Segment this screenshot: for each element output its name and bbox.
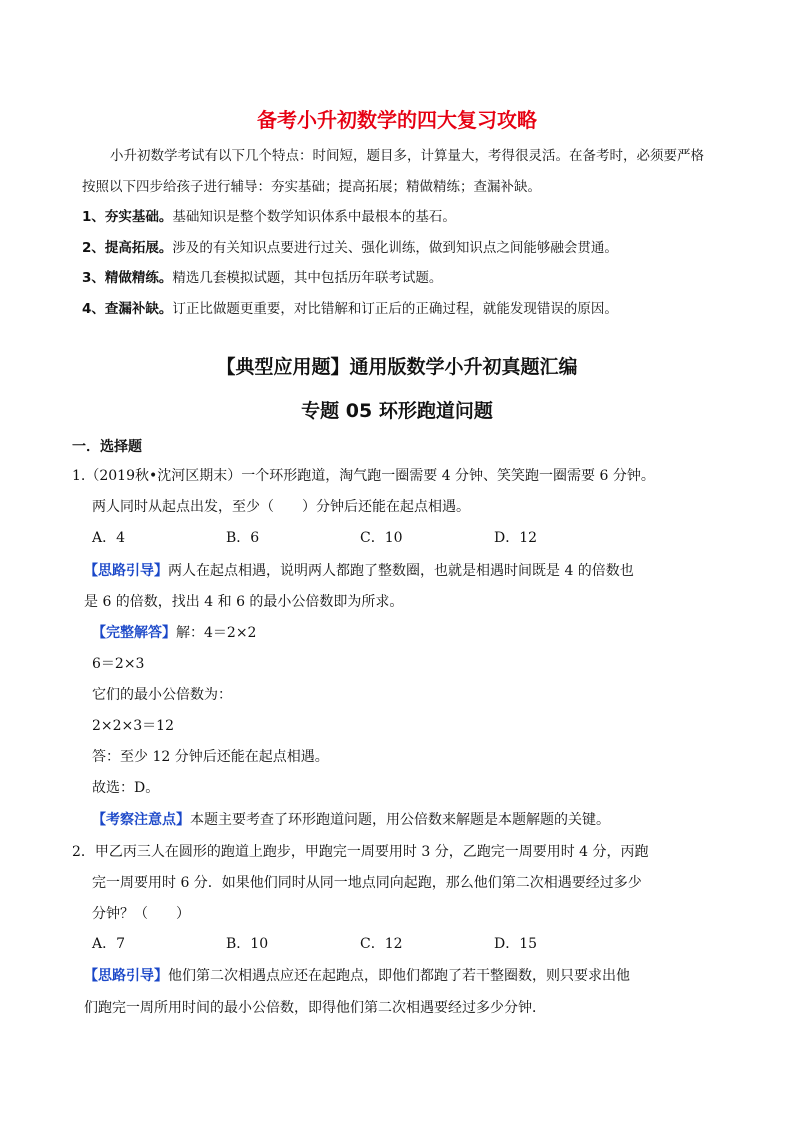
q1-answer — [92, 623, 256, 643]
guide-tag: 【思路引导】 — [84, 563, 168, 579]
q2-line-3: 分钟？（ ） — [92, 906, 190, 922]
q1-answer-line-3: 它们的最小公倍数为： — [92, 687, 232, 703]
tip-number: 4、 — [82, 301, 105, 317]
guide-text: 两人在起点相遇，说明两人都跑了整数圈，也就是相遇时间既是 4 的倍数也 — [168, 563, 634, 579]
tip-2 — [82, 238, 618, 258]
guide-tag: 【思路引导】 — [84, 968, 168, 984]
q1-line-1: 1.（2019秋•沈河区期末）一个环形跑道，淘气跑一圈需要 4 分钟、笑笑跑一圈需要 6 分钟。 — [72, 468, 655, 484]
tip-heading: 夯实基础。 — [104, 209, 173, 225]
intro-line-1: 小升初数学考试有以下几个特点：时间短，题目多，计算量大，考得很灵活。在备考时，必须要严格 — [110, 148, 704, 164]
answer-text: 解：4＝2×2 — [176, 625, 257, 641]
tip-text: 订正比做题更重要，对比错解和订正后的正确过程，就能发现错误的原因。 — [172, 301, 618, 317]
tip-1 — [82, 207, 456, 227]
q2-option-b: B．10 — [226, 936, 269, 952]
tip-4 — [82, 299, 618, 319]
q1-guide — [84, 561, 634, 581]
q1-answer-line-2: 6＝2×3 — [92, 656, 145, 672]
tip-number: 1、 — [82, 209, 105, 225]
q1-answer-line-5: 答：至少 12 分钟后还能在起点相遇。 — [92, 749, 329, 765]
q1-guide-line-2: 是 6 的倍数，找出 4 和 6 的最小公倍数即为所求。 — [84, 594, 404, 610]
q1-answer-line-6: 故选：D。 — [92, 780, 160, 796]
tip-text: 基础知识是整个数学知识体系中最根本的基石。 — [172, 209, 456, 225]
tip-3 — [82, 268, 442, 288]
tip-text: 涉及的有关知识点要进行过关、强化训练，做到知识点之间能够融会贯通。 — [172, 240, 618, 256]
tip-heading: 查漏补缺。 — [104, 301, 173, 317]
q2-options — [92, 934, 628, 954]
tip-heading: 精做精练。 — [104, 270, 173, 286]
q1-option-b: B．6 — [226, 530, 260, 546]
q2-guide-line-2: 们跑完一周所用时间的最小公倍数，即得他们第二次相遇要经过多少分钟． — [84, 1000, 546, 1016]
q2-line-2: 完一周要用时 6 分．如果他们同时从同一地点同向起跑，那么他们第二次相遇要经过多少 — [92, 875, 642, 891]
tip-number: 2、 — [82, 240, 105, 256]
collection-title: 【典型应用题】通用版数学小升初真题汇编 — [216, 356, 578, 378]
q2-option-d: D．15 — [494, 936, 538, 952]
document-title: 备考小升初数学的四大复习攻略 — [257, 108, 537, 132]
tip-text: 精选几套模拟试题，其中包括历年联考试题。 — [172, 270, 443, 286]
q2-option-c: C．12 — [360, 936, 403, 952]
guide-text: 他们第二次相遇点应还在起跑点，即他们都跑了若干整圈数，则只要求出他 — [168, 968, 630, 984]
q1-options — [92, 528, 628, 548]
q1-line-2: 两人同时从起点出发，至少（ ）分钟后还能在起点相遇。 — [92, 499, 470, 515]
section-heading: 一．选择题 — [72, 439, 142, 455]
q1-option-c: C．10 — [360, 530, 403, 546]
note-tag: 【考察注意点】 — [92, 812, 190, 828]
q2-option-a: A．7 — [92, 936, 126, 952]
tip-heading: 提高拓展。 — [104, 240, 173, 256]
q1-option-a: A．4 — [92, 530, 126, 546]
topic-title: 专题 05 环形跑道问题 — [301, 400, 493, 422]
answer-tag: 【完整解答】 — [92, 625, 176, 641]
q1-note — [92, 810, 610, 830]
tip-number: 3、 — [82, 270, 105, 286]
q1-answer-line-4: 2×2×3＝12 — [92, 718, 174, 734]
note-text: 本题主要考查了环形跑道问题，用公倍数来解题是本题解题的关键。 — [190, 812, 610, 828]
q1-option-d: D．12 — [494, 530, 538, 546]
q2-guide — [84, 966, 630, 986]
intro-line-2: 按照以下四步给孩子进行辅导：夯实基础；提高拓展；精做精练；查漏补缺。 — [82, 179, 541, 195]
q2-line-1: 2．甲乙丙三人在圆形的跑道上跑步，甲跑完一周要用时 3 分，乙跑完一周要用时 4 分，丙跑 — [72, 844, 649, 860]
